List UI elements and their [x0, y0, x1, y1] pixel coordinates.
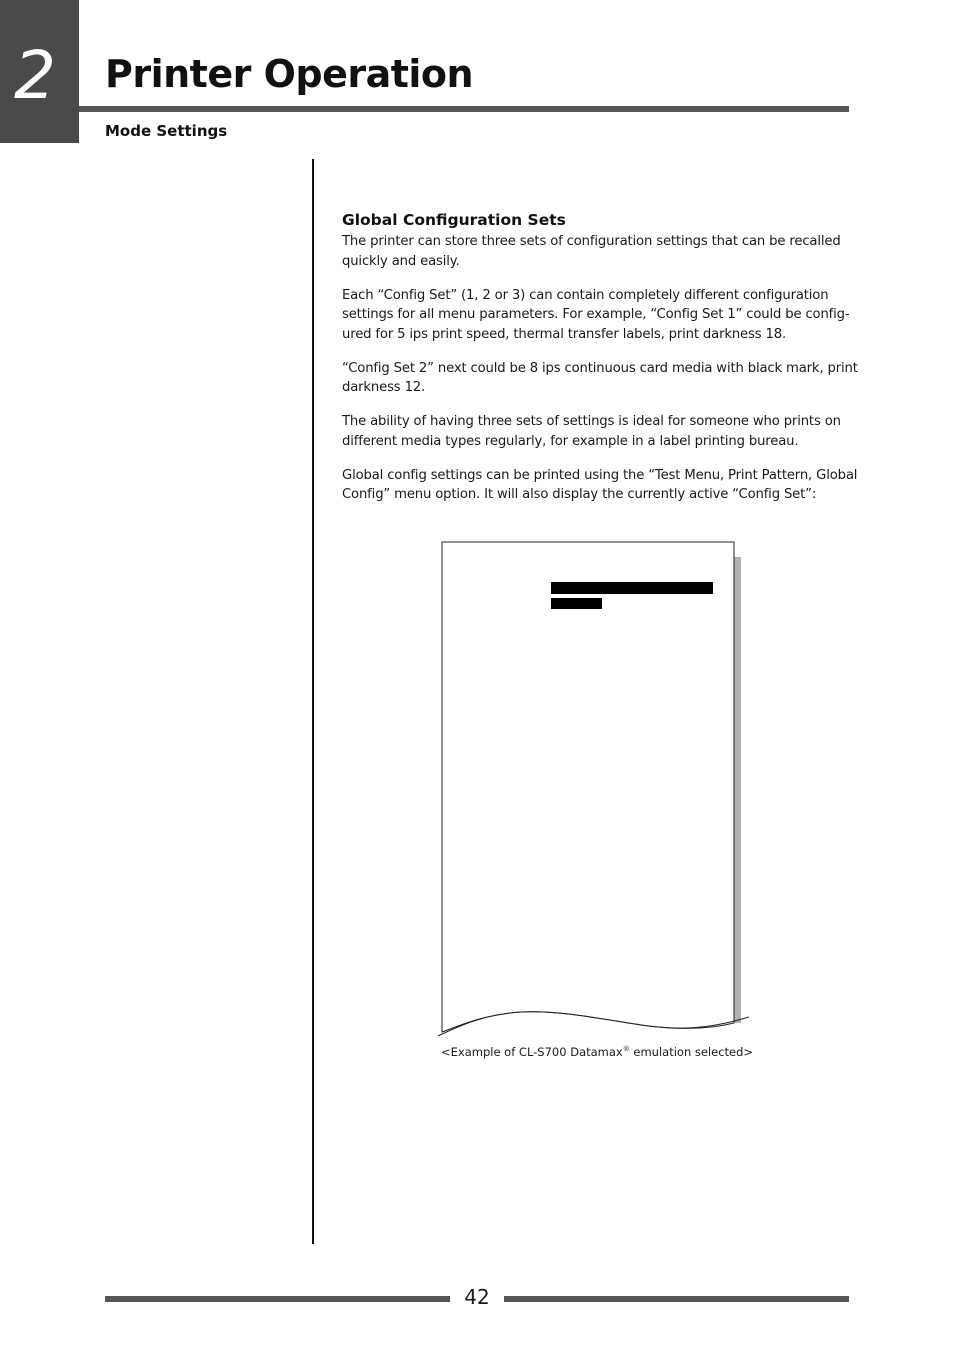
- page-number: 42: [464, 1285, 490, 1309]
- section-label: Mode Settings: [105, 122, 228, 140]
- caption-text-end: emulation selected>: [629, 1044, 754, 1059]
- chapter-tab: [0, 0, 79, 143]
- paper-shadow: [734, 557, 741, 1023]
- printed-black-bar: [551, 598, 602, 609]
- page-title: Printer Operation: [105, 52, 474, 96]
- title-rule: [79, 106, 849, 112]
- paragraph: Global config settings can be printed using the “Test Menu, Print Pattern, Global Config” menu option. It will also display the currently active “Config Set”:: [342, 467, 858, 502]
- footer-rule-left: [105, 1296, 450, 1302]
- caption-text: <Example of CL-S700 Datamax: [441, 1044, 623, 1059]
- printout-illustration: [436, 540, 752, 1040]
- paragraph: “Config Set 2” next could be 8 ips continuous card media with black mark, print darkness 12.: [342, 360, 858, 395]
- paper-sheet: [442, 542, 734, 1032]
- paragraph: The printer can store three sets of configuration settings that can be recalled quickly and easily.: [342, 234, 841, 269]
- main-content: [342, 209, 862, 519]
- column-divider: [312, 159, 314, 1244]
- paragraph: Each “Config Set” (1, 2 or 3) can contain completely different configuration settings for all menu parameters. For example, “Config Set 1” could be config-ured for 5 ips print speed, thermal transfer labels, print darkness 18.: [342, 287, 850, 342]
- paragraph: The ability of having three sets of settings is ideal for someone who prints on different media types regularly, for example in a label printing bureau.: [342, 414, 841, 449]
- footer-rule-right: [504, 1296, 849, 1302]
- registered-mark: ®: [622, 1045, 630, 1053]
- section-heading: Global Configuration Sets: [342, 211, 566, 229]
- figure-caption: [441, 1041, 781, 1060]
- printed-black-bar: [551, 582, 713, 594]
- chapter-number: 2: [14, 37, 56, 114]
